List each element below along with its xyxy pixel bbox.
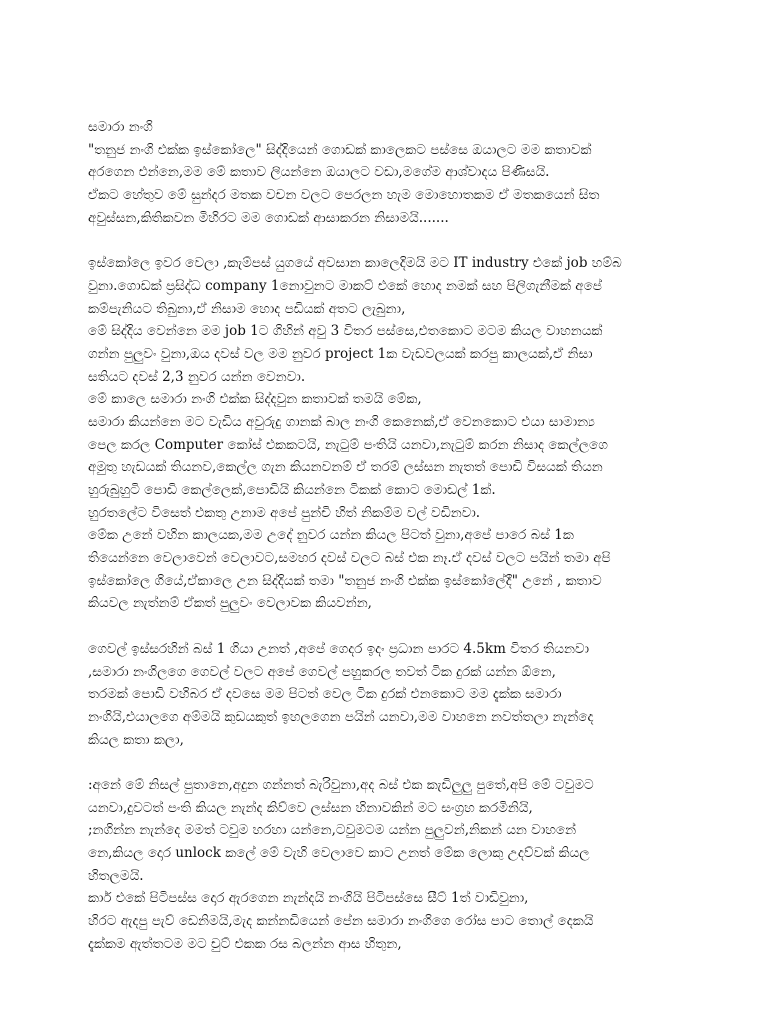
paragraph [88,774,688,956]
text-line: අමුතු හැඩයක් තියනව,කෙල්ල ගැන කියනවනම් ඒ තරම් ලස්සන නැතත් පොඩි විසයක් තියන [88,459,603,476]
paragraph [88,116,688,229]
text-line: ඉස්කෝලෙ ඉවර වෙලා ,කැම්පස් යුගයේ අවසාන කාලෙදිමයි මට IT industry එකේ job හම්බ [88,255,622,272]
text-line: තරමක් පොඩි වහිබර ඒ දවසෙ මම පිටත් වෙල ටික දුරක් එනකොට මම දැක්ක සමාරා [88,686,562,703]
text-line: කියල කතා කලා, [88,731,184,748]
paragraph-gap [88,615,688,638]
text-line: මේක උනේ වහින කාලයක,මම උදේ නුවර යන්න කියල පිටත් වුනා,අපේ පාරෙ බස් 1ක [88,527,574,544]
story-body [88,116,688,955]
text-line: හිරට ඇදපු පැව් ඩෙනිමයි,මැද කන්නඩියෙන් පේන සමාරා නංගිගෙ රෝස පාට තොල් දෙකයි [88,913,594,930]
paragraph [88,252,688,615]
text-line: ගන්න පුලුවං වුනා,ඔය දවස් වල මම නුවර project 1ක වැඩවලයක් කරපු කාලයක්,ඒ නිසා [88,345,593,362]
text-line: සමාරා කියන්නෙ මට වැඩිය අවුරුදු ගානක් බාල නංගි කෙනෙක්,ඒ වෙනකොට එයා සාමාන්‍ය [88,413,595,430]
text-line: වුනා.ගොඩක් ප්‍රසිද්ධ company 1නොවුනට මාකට් එකේ හොද නමක් සහ පිලිගැනීමක් අපේ [88,277,602,294]
text-line: නංගියි,එයාලගෙ අම්මයි කුඩයකුත් ඉහලගෙන පයින් යනවා,මම වාහනෙ නවත්තලා නැන්දෙ [88,708,594,725]
text-line: සතියට දවස් 2,3 නුවර යන්න වෙනවා. [88,368,306,385]
paragraph-gap [88,751,688,774]
text-line: කාර් එකේ පිටිපස්ස දොර ඇරගෙන නැන්දයි නංගියි පිටිපස්සෙ සීට් 1ත් වාඩිවුනා, [88,890,529,907]
text-line: :අනේ මේ නිසල් පුතානෙ,අදුන ගන්නත් බැරිවුනා,අද බස් එක කැඩිලුලු පුතේ,අපි මේ ටවුමට [88,776,594,793]
text-line: මේ සිද්දිය වෙන්නෙ මම job 1ට ගිහින් අවු 3 විතර පස්සෙ,එතකොට මටම කියල වාහනයක් [88,323,603,340]
text-line: පෙල කරල Computer කෝස් එකකටයි, නැටුම් පංතියි යනවා,නැටුම් කරන නිසාද කෙල්ලගෙ [88,436,608,453]
text-line: දැක්කම ඇත්තටම මට චුට් එකක රස බලන්න ආස හිතුන, [88,935,402,952]
text-line: මේ කාලෙ සමාරා නංගි එක්ක සිද්දවුන කතාවක් තමයි මේක, [88,391,422,408]
text-line: ඉස්කෝලෙ ගියේ,ඒකාලෙ උන සිද්දියක් තමා "තනුජ නංගි එක්ක ඉස්කෝලේදී" උනේ , කතාව [88,572,602,589]
text-line: හුරුබුහුටි පොඩි කෙල්ලෙක්,පොඩියි කියන්නෙ ටිකක් කොට මොඩල් 1ක්. [88,482,496,498]
text-line: ඒකට හේතුව මේ සුන්දර මතක වචන වලට පෙරලන හැම මොහොතකම ඒ මතකයෙන් සිත [88,187,600,204]
text-line: කියවල නැත්නම් ඒකත් පුලුවං වෙලාවක කියවන්න, [88,595,372,612]
story-title: සමාරා නංගි [88,119,153,135]
paragraph [88,638,688,751]
paragraph-gap [88,229,688,252]
text-line: ගෙවල් ඉස්සරහින් බස් 1 ගියා උනත් ,අපේ ගෙදර ඉදං ප්‍රධාන පාරට 4.5km විතර තියනවා [88,640,590,657]
text-line: හුරතලේට විසෙත් එකතු උනාම අපේ පුන්චි හිත් නිකම්ම වල් වඩිනවා. [88,504,481,521]
text-line: තියෙන්නෙ වෙලාවෙන් වෙලාවට,සමහර දවස් වලට බස් එක නෑ.ඒ දවස් වලට පයින් තමා අපි [88,550,611,567]
text-line: කම්පැනියට තිබුනා,ඒ නිසාම හොද පඩියක් අතට ලැබුනා, [88,300,406,317]
text-line: යනවා,දුවටත් පංති කියල නැන්ද කිව්වෙ ලස්සන හිනාවකින් මට සංග්‍රහ කරමිනියි, [88,799,533,816]
text-line: ;නගින්න නැන්දෙ මමත් ටවුම හරහා යන්නෙ,ටවුමටම යන්න පුලුවන්,නිකන් යන වාහනේ [88,822,577,839]
text-line: හිතලමයි. [88,867,144,884]
text-line: නෙ,කියල දොර unlock කලේ මේ වැහි වෙලාවෙ කාට උනත් මේක ලොකු උදව්වක් කියල [88,845,590,861]
text-line: ,සමාරා නංගිලගෙ ගෙවල් වලට අපේ ගෙවල් පහුකරල තවත් ටික දුරක් යන්න ඕනෙ, [88,663,556,680]
text-line: අරගෙන එන්නෙ,මම මේ කතාව ලියන්නෙ ඔයාලට වඩා,මගේම ආශ්වාදය පිණිසයි. [88,164,550,181]
text-line: "තනුජ නංගි එක්ක ඉස්කෝලෙ" සිද්දියෙන් ගොඩක් කාලෙකට පස්සෙ ඔයාලට මම කතාවක් [88,141,592,158]
text-line: අවුස්සන,කිතිකවන මිහිරට මම ගොඩක් ආසාකරන නිසාමයි....... [88,209,449,226]
